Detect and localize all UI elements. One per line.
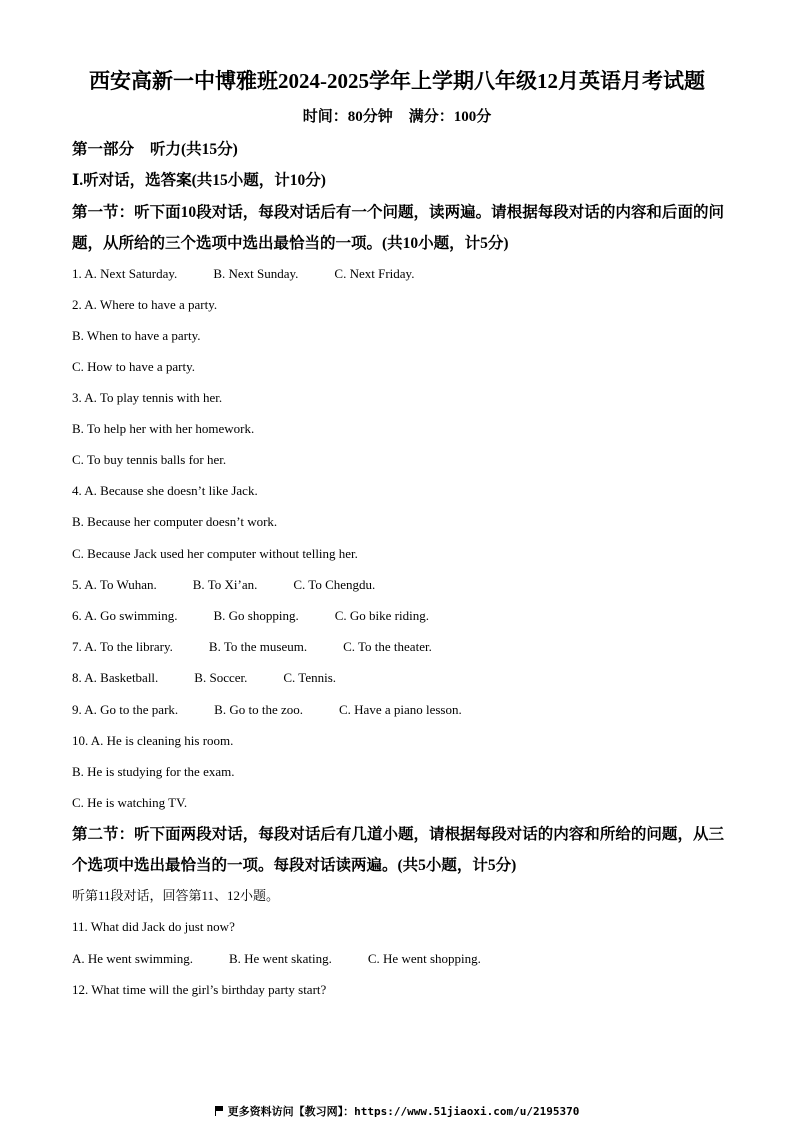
part-one-heading bbox=[72, 139, 238, 161]
q8-option-a: 8. A. Basketball. bbox=[72, 670, 159, 685]
q9-option-a: 9. A. Go to the park. bbox=[72, 702, 179, 717]
time-label: 时间：80分钟 bbox=[302, 109, 393, 125]
question-7 bbox=[72, 638, 432, 656]
q2-option-b: B. When to have a party. bbox=[72, 328, 201, 343]
q7-option-c: C. To the theater. bbox=[343, 639, 432, 654]
q4-option-c: C. Because Jack used her computer without telling her. bbox=[72, 546, 358, 561]
q10-option-a: 10. A. He is cleaning his room. bbox=[72, 733, 234, 748]
score-label: 满分：100分 bbox=[408, 109, 492, 125]
q8-option-b: B. Soccer. bbox=[194, 670, 248, 685]
q5-option-a: 5. A. To Wuhan. bbox=[72, 577, 157, 592]
q4-option-b: B. Because her computer doesn’t work. bbox=[72, 514, 278, 529]
flag-icon bbox=[215, 1106, 224, 1116]
footer bbox=[0, 1104, 794, 1120]
q5-option-b: B. To Xi’an. bbox=[192, 577, 258, 592]
question-11-options bbox=[72, 950, 481, 968]
q1-option-c: C. Next Friday. bbox=[334, 266, 415, 281]
q11-option-a: A. He went swimming. bbox=[72, 951, 193, 966]
q11-option-b: B. He went skating. bbox=[228, 951, 332, 966]
question-5 bbox=[72, 576, 375, 594]
footer-link[interactable]: 更多资料访问【教习网】：https://www.51jiaoxi.com/u/2195370 bbox=[227, 1105, 580, 1118]
exam-meta bbox=[0, 106, 794, 128]
question-1 bbox=[72, 265, 414, 283]
q4-option-a: 4. A. Because she doesn’t like Jack. bbox=[72, 483, 258, 498]
section-two-instruction: 第二节：听下面两段对话，每段对话后有几道小题，请根据每段对话的内容和所给的问题，从三个选项中选出最恰当的一项。每段对话读两遍。(共5小题，计5分) bbox=[72, 826, 724, 874]
q9-option-c: C. Have a piano lesson. bbox=[338, 702, 462, 717]
q12-stem: 12. What time will the girl’s birthday party start? bbox=[72, 982, 327, 997]
q1-option-b: B. Next Sunday. bbox=[213, 266, 299, 281]
q3-option-c: C. To buy tennis balls for her. bbox=[72, 452, 227, 467]
q10-option-b: B. He is studying for the exam. bbox=[72, 764, 235, 779]
part-one-label: 第一部分 bbox=[72, 141, 135, 158]
dialogue-11-note: 听第11段对话，回答第11、12小题。 bbox=[72, 888, 280, 903]
q10-option-c: C. He is watching TV. bbox=[72, 795, 188, 810]
q7-option-b: B. To the museum. bbox=[208, 639, 308, 654]
exam-title: 西安高新一中博雅班2024-2025学年上学期八年级12月英语月考试题 bbox=[89, 69, 705, 93]
q2-option-c: C. How to have a party. bbox=[72, 359, 195, 374]
q6-option-c: C. Go bike riding. bbox=[334, 608, 429, 623]
question-6 bbox=[72, 607, 429, 625]
q11-stem: 11. What did Jack do just now? bbox=[72, 919, 235, 934]
question-8 bbox=[72, 669, 336, 687]
q8-option-c: C. Tennis. bbox=[283, 670, 337, 685]
q3-option-b: B. To help her with her homework. bbox=[72, 421, 255, 436]
q6-option-a: 6. A. Go swimming. bbox=[72, 608, 178, 623]
q11-option-c: C. He went shopping. bbox=[367, 951, 481, 966]
q5-option-c: C. To Chengdu. bbox=[293, 577, 376, 592]
question-9 bbox=[72, 701, 462, 719]
section-one-instruction: 第一节：听下面10段对话，每段对话后有一个问题，读两遍。请根据每段对话的内容和后面的问题，从所给的三个选项中选出最恰当的一项。(共10小题，计5分) bbox=[72, 204, 724, 252]
section-i-heading: Ⅰ.听对话，选答案(共15小题，计10分) bbox=[72, 172, 326, 189]
q7-option-a: 7. A. To the library. bbox=[72, 639, 173, 654]
q2-option-a: 2. A. Where to have a party. bbox=[72, 297, 218, 312]
q6-option-b: B. Go shopping. bbox=[213, 608, 299, 623]
q9-option-b: B. Go to the zoo. bbox=[214, 702, 303, 717]
part-one-name: 听力(共15分) bbox=[150, 141, 238, 158]
q3-option-a: 3. A. To play tennis with her. bbox=[72, 390, 223, 405]
q1-option-a: 1. A. Next Saturday. bbox=[72, 266, 178, 281]
